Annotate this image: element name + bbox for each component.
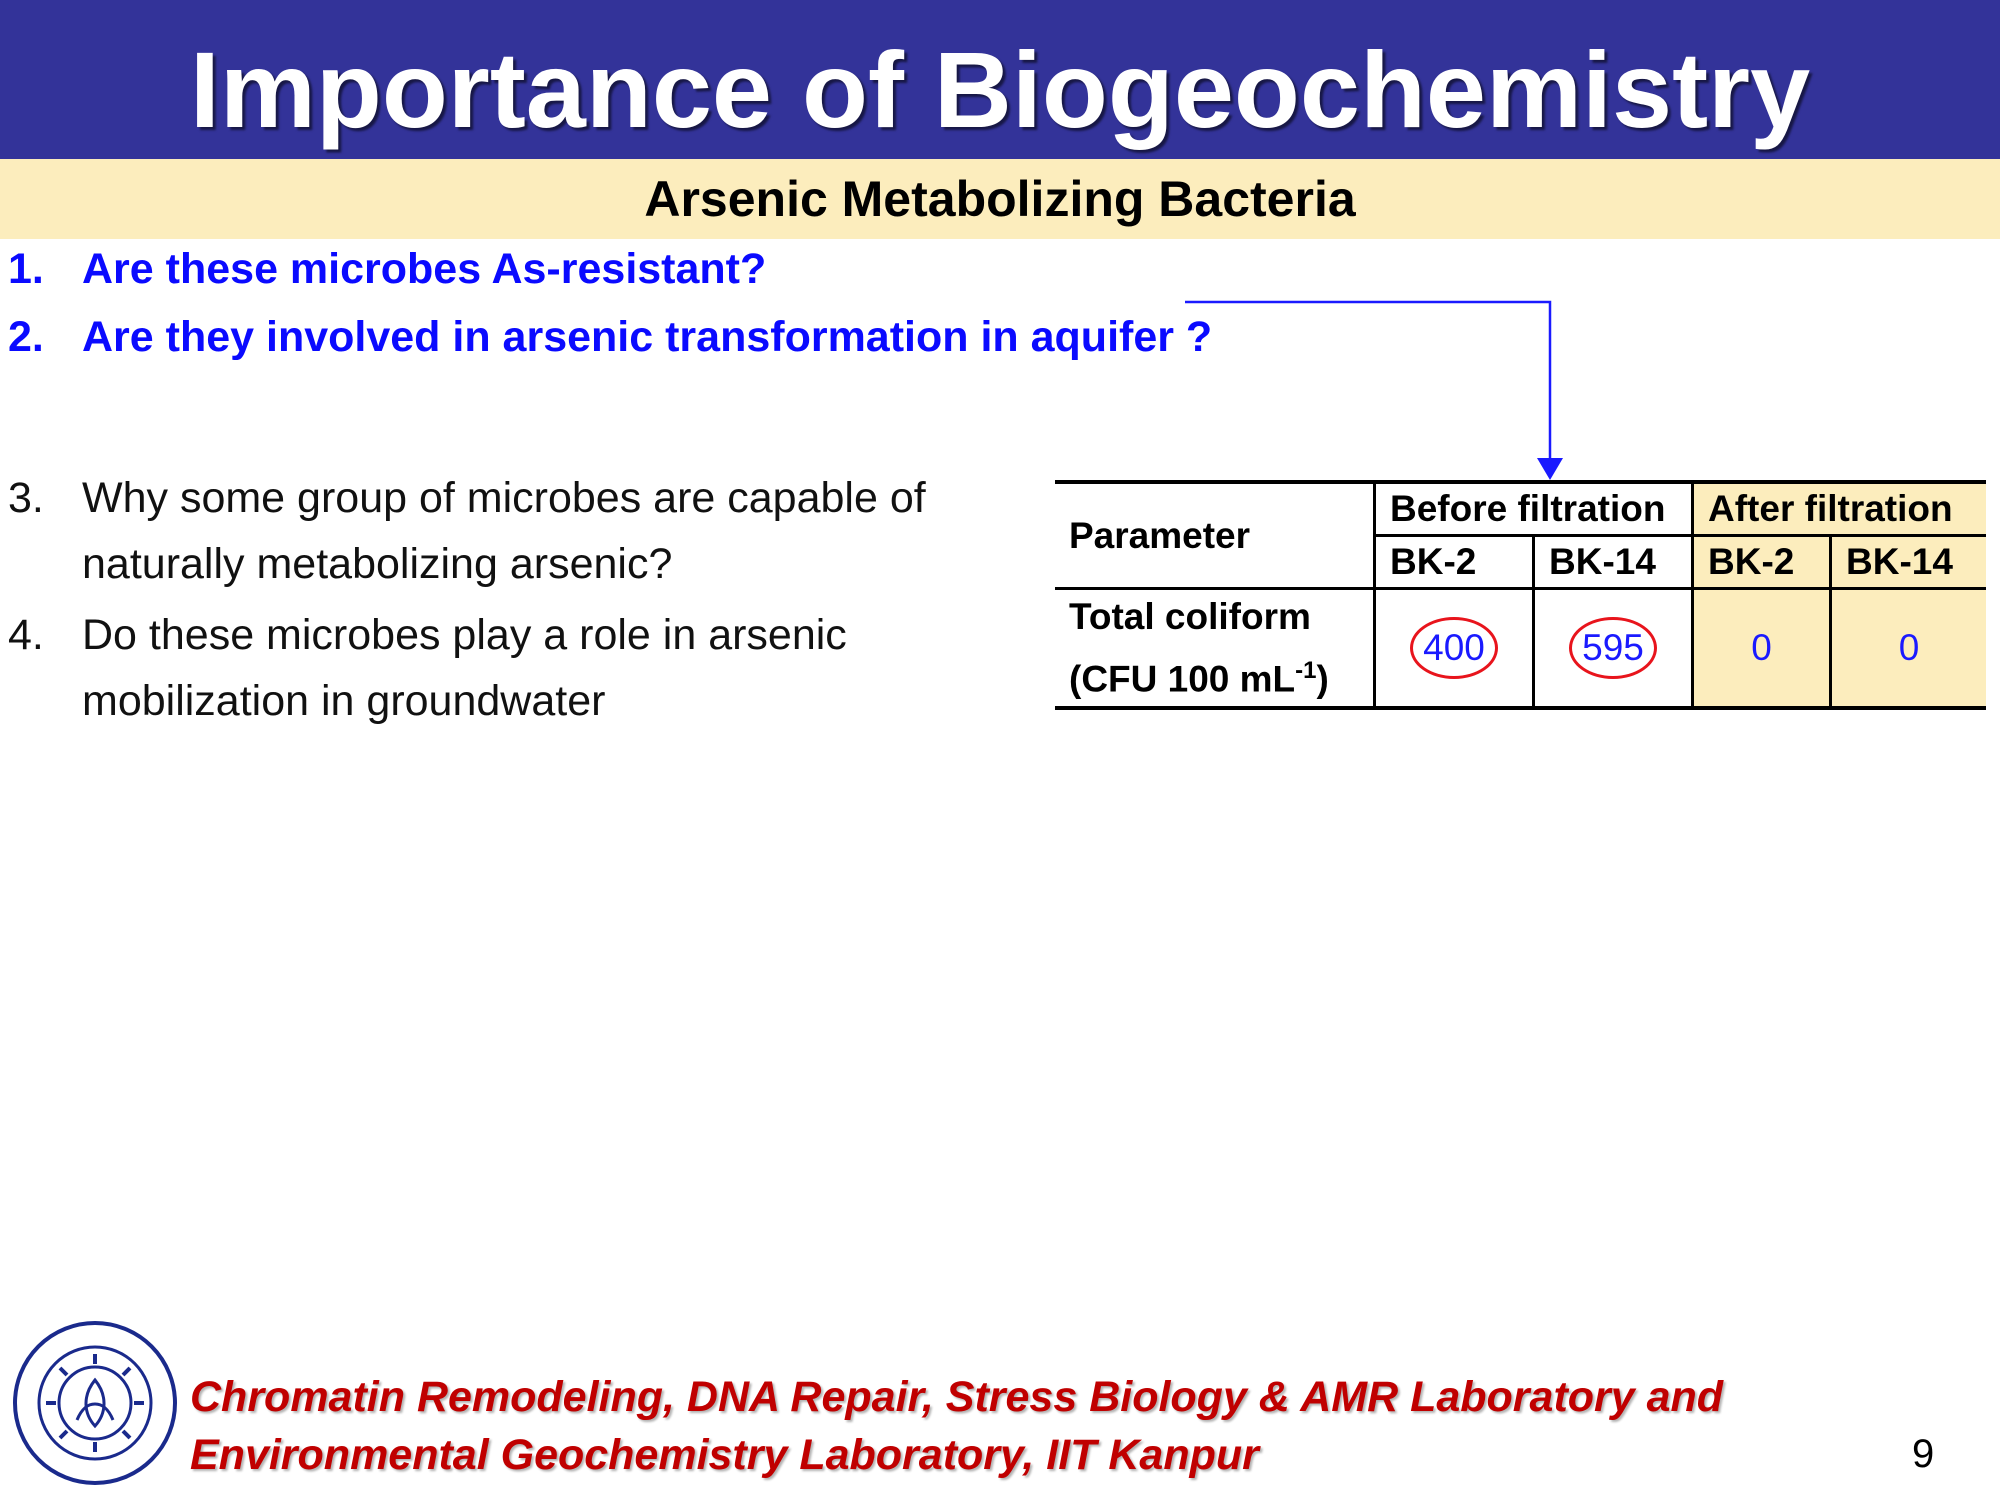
row-label-unit-sup: -1 <box>1295 657 1317 684</box>
row-label-unit-prefix: (CFU 100 mL <box>1069 658 1296 700</box>
table-row <box>1055 589 1986 709</box>
row-label-line1: Total coliform <box>1069 596 1311 637</box>
slide-title: Importance of Biogeochemistry <box>189 29 1811 150</box>
value-after-bk2: 0 <box>1693 589 1831 709</box>
slide-subtitle: Arsenic Metabolizing Bacteria <box>644 171 1356 227</box>
subheader-after-bk14: BK-14 <box>1831 536 1987 589</box>
table-header-row <box>1055 482 1986 536</box>
parameter-header: Parameter <box>1055 482 1375 589</box>
value-before-bk2 <box>1375 589 1534 709</box>
value-before-bk14 <box>1534 589 1693 709</box>
question-2-text: Are they involved in arsenic transformation in aquifer ? <box>82 313 1213 361</box>
footer-line-1: Chromatin Remodeling, DNA Repair, Stress Biology & AMR Laboratory and <box>190 1373 1724 1421</box>
value-after-bk14: 0 <box>1831 589 1987 709</box>
question-1-number: 1. <box>8 245 44 293</box>
question-2-number: 2. <box>8 313 44 361</box>
before-filtration-header: Before filtration <box>1375 482 1693 536</box>
page-number: 9 <box>1912 1432 1935 1476</box>
subheader-after-bk2: BK-2 <box>1693 536 1831 589</box>
point-4-number: 4. <box>8 611 44 659</box>
footer-line-2: Environmental Geochemistry Laboratory, IIT Kanpur <box>190 1431 1259 1479</box>
value-circle: 595 <box>1569 617 1657 679</box>
after-filtration-header: After filtration <box>1693 482 1987 536</box>
subheader-before-bk14: BK-14 <box>1534 536 1693 589</box>
point-4-text: Do these microbes play a role in arsenic mobilization in groundwater <box>82 611 847 725</box>
value-circle: 400 <box>1410 617 1498 679</box>
point-3-number: 3. <box>8 474 44 522</box>
subheader-before-bk2: BK-2 <box>1375 536 1534 589</box>
coliform-table <box>1055 480 1986 710</box>
iit-kanpur-logo-icon <box>10 1318 180 1488</box>
arrow-line <box>1185 302 1550 462</box>
question-1-text: Are these microbes As-resistant? <box>82 245 767 293</box>
point-3-text: Why some group of microbes are capable of naturally metabolizing arsenic? <box>82 474 926 588</box>
arrow-head <box>1537 458 1563 480</box>
row-label <box>1055 589 1375 709</box>
row-label-unit-suffix: ) <box>1316 658 1329 700</box>
